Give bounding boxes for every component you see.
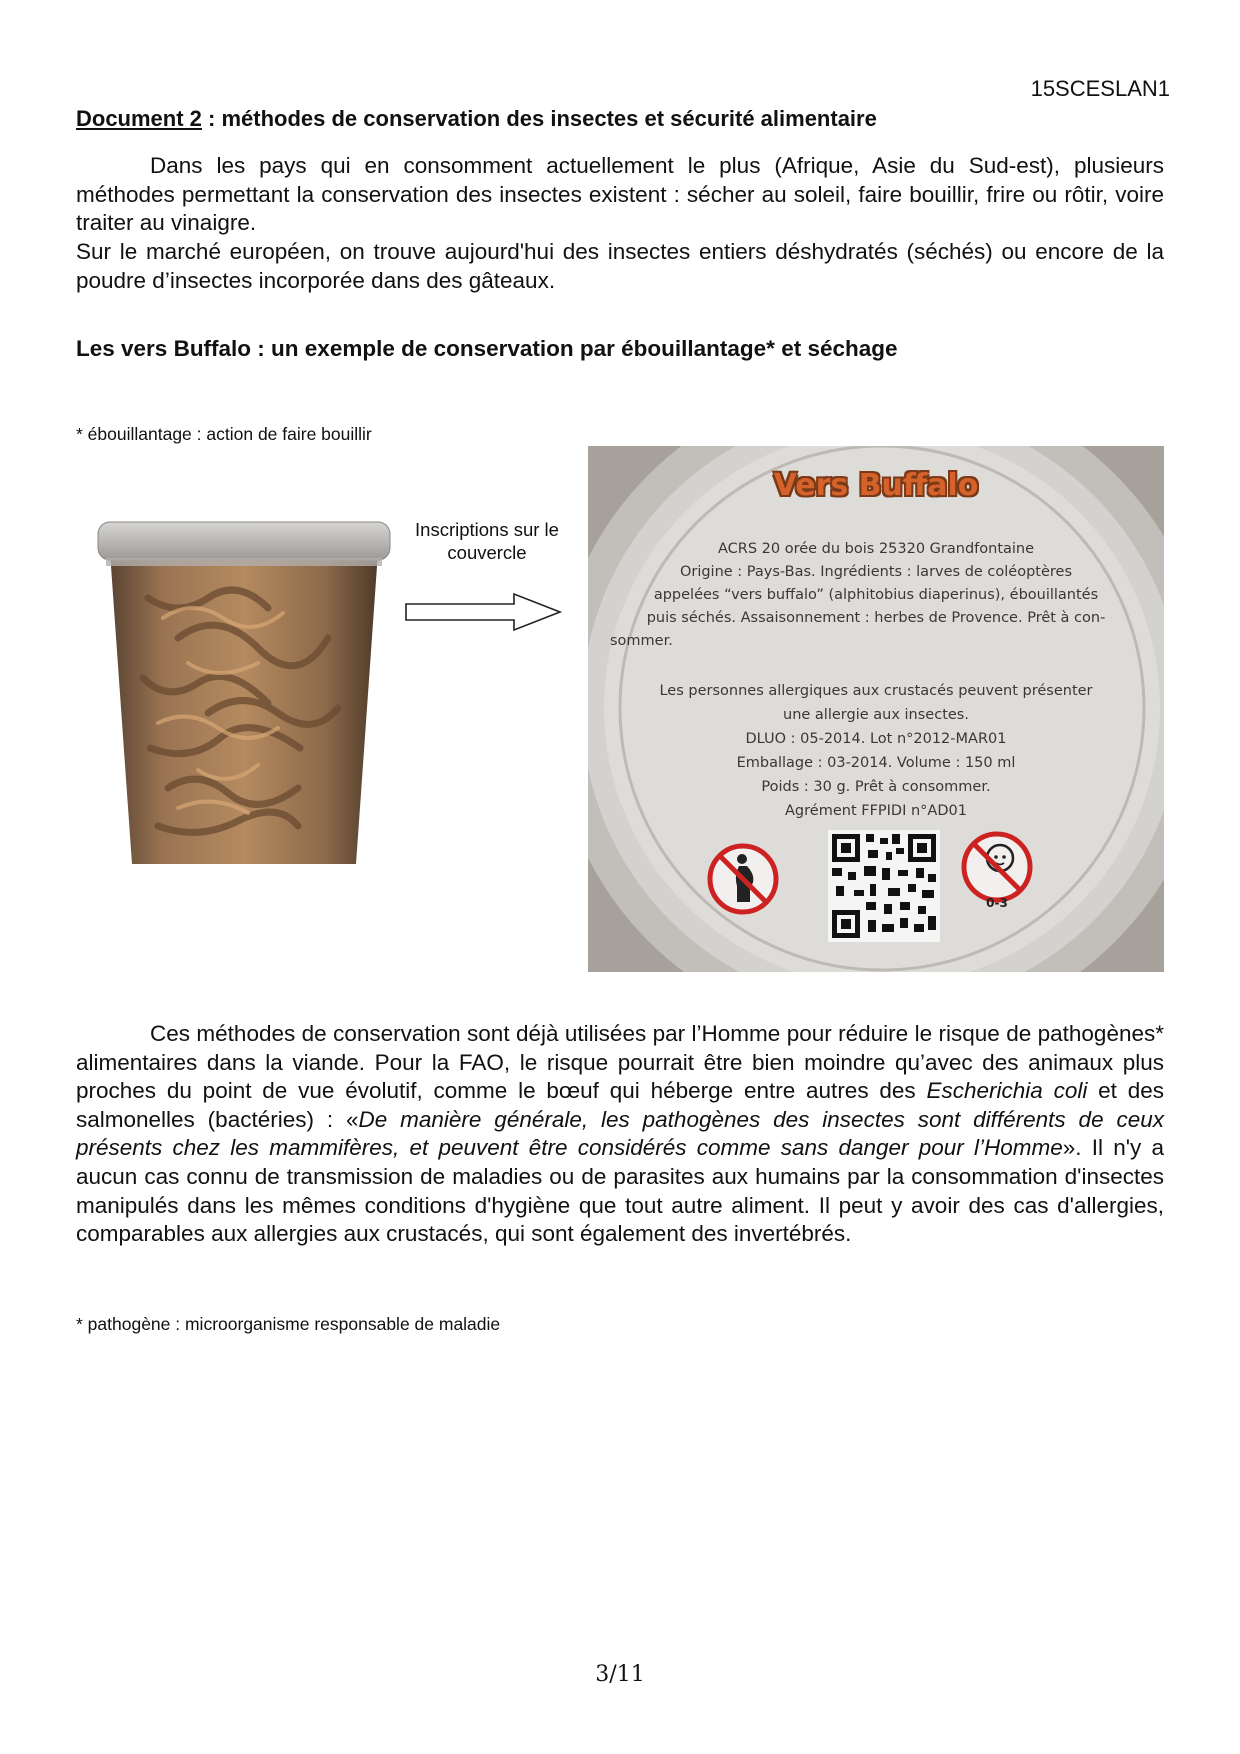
- age-label: 0-3: [986, 896, 1008, 910]
- document-label: Document 2: [76, 106, 202, 131]
- body-paragraph: [76, 1020, 1164, 1249]
- lid-line-2: Origine : Pays-Bas. Ingrédients : larves de coléoptères: [679, 564, 1073, 580]
- section-title: Les vers Buffalo : un exemple de conservation par ébouillantage* et séchage: [76, 336, 898, 361]
- species-name: Escherichia coli: [926, 1078, 1088, 1104]
- document-title: [76, 106, 877, 132]
- no-pregnant-icon: [706, 842, 780, 916]
- lid-line-6: Les personnes allergiques aux crustacés peuvent présenter: [659, 683, 1093, 699]
- qr-code-icon: [828, 830, 940, 942]
- footnote-ebouillantage: * ébouillantage : action de faire bouillir: [76, 424, 372, 444]
- lid-line-1: ACRS 20 orée du bois 25320 Grandfontaine: [717, 541, 1035, 557]
- document-title-text: : méthodes de conservation des insectes et sécurité alimentaire: [201, 106, 877, 131]
- arrow-right-icon: [404, 592, 564, 632]
- lid-line-3: appelées “vers buffalo” (alphitobius diaperinus), ébouillantés: [653, 587, 1099, 603]
- body-text-2: et des salmonelles (bactéries) : «: [76, 1078, 1164, 1132]
- intro-paragraph-2: Sur le marché européen, on trouve aujourd'hui des insectes entiers déshydratés (séchés) ou encore de la poudre d’insectes incorporée dans des gâteaux.: [76, 239, 1164, 293]
- figure-caption: Inscriptions sur le couvercle: [415, 519, 559, 563]
- lid-line-9: Emballage : 03-2014. Volume : 150 ml: [736, 755, 1016, 771]
- lid-photo: [588, 446, 1164, 972]
- lid-line-5: sommer.: [610, 633, 673, 649]
- body-text-1: Ces méthodes de conservation sont déjà utilisées par l’Homme pour réduire le risque de pathogènes* alimentaires dans la viande. Pour la FAO, le risque pourrait être bien moindre qu’avec des animaux plus proches du point de vue évolutif, comme le bœuf qui héberge entre autres des: [76, 1021, 1164, 1104]
- body-text-3: ». Il n'y a aucun cas connu de transmission de maladies ou de parasites aux humains par la consommation d'insectes manipulés dans les mêmes conditions d'hygiène que tout autre aliment. Il peut y avoir des cas d'allergies, comparables aux allergies aux crustacés, qui sont également des invertébrés.: [76, 1135, 1165, 1247]
- lid-brand: Vers Buffalo: [773, 468, 979, 503]
- no-baby-icon: [960, 830, 1034, 904]
- lid-line-10: Poids : 30 g. Prêt à consommer.: [761, 779, 991, 795]
- intro-paragraph-1: Dans les pays qui en consomment actuellement le plus (Afrique, Asie du Sud-est), plusieurs méthodes permettant la conservation des insectes existent : sécher au soleil, faire bouillir, frire ou rôtir, voire traiter au vinaigre.: [76, 153, 1164, 236]
- lid-line-8: DLUO : 05-2014. Lot n°2012-MAR01: [745, 731, 1007, 747]
- lid-line-7: une allergie aux insectes.: [783, 707, 969, 723]
- lid-line-4: puis séchés. Assaisonnement : herbes de Provence. Prêt à con-: [646, 610, 1106, 626]
- footnote-pathogene: * pathogène : microorganisme responsable de maladie: [76, 1314, 501, 1334]
- jar-photo: [88, 508, 400, 870]
- page-number: 3/11: [595, 1662, 645, 1687]
- fao-quote: De manière générale, les pathogènes des insectes sont différents de ceux présents chez les mammifères, et peuvent être considérés comme sans danger pour l’Homme: [76, 1106, 1164, 1161]
- lid-line-11: Agrément FFPIDI n°AD01: [785, 803, 967, 819]
- document-code: 15SCESLAN1: [1030, 76, 1170, 101]
